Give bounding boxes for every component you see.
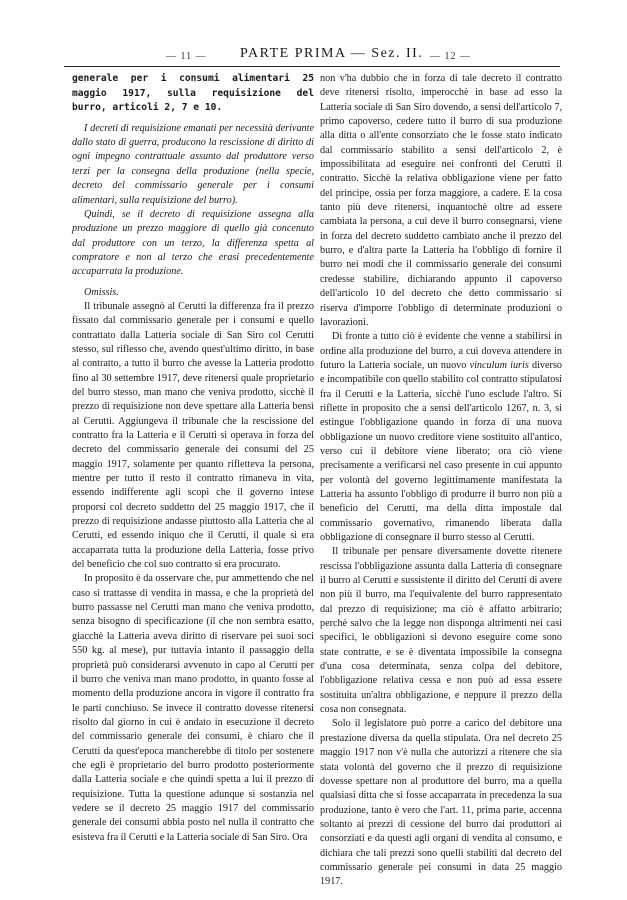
right-column — [320, 72, 562, 890]
decree-heading: generale per i consumi alimentari 25 maggio 1917, sulla requisizione del burro, articoli 2, 7 e 10. — [72, 73, 314, 114]
body-paragraph: Solo il legislatore può porre a carico del debitore una prestazione diversa da quella stipulata. Ora nel decreto 25 maggio 1917 non v'è nulla che autorizzi a ritenere che sia stata volontà del governo che il prezzo di requisizione dovesse spettare non al produttore del burro, ma a quella qualsiasi ditta che si fosse accaparrata in precedenza la sua produzione, tanto è vero che l'art. 11, prima parte, accenna soltanto ai prezzi di cessione del burro dai produttori ai consorziati e da questi agli organi di vendita al consumo, e dichiara che tali prezzi sono quelli stabiliti dal decreto del commissario generale pei consumi in data 25 maggio 1917. — [320, 718, 562, 888]
summary-paragraph-2: Quindi, se il decreto di requisizione assegna alla produzione un prezzo maggiore di quello già concenuto dal produttore con un terzo, la differenza spetta al compratore e non al terzo che erasi precedentemente accaparrata la produzione. — [72, 208, 314, 278]
latin-term: vinculum iuris — [469, 359, 529, 371]
left-column — [72, 72, 314, 845]
body-paragraph: In proposito è da osservare che, pur ammettendo che nel caso si trattasse di vendita in massa, e che la proprietà del burro passasse nel Cerutti man mano che veniva prodotto, senza bisogno di specificazione (il che non sembra esatto, giacchè la Latteria aveva diritto di riservare pei suoi soci 550 kg. al mese), pur tuttavia intanto il passaggio della proprietà può considerarsi avvenuto in capo al Cerutti per il burro che veniva man mano prodotto, in quanto fosse al momento della produzione ancora in vigore il contratto fra le parti conchiuso. Se invece il contratto dovesse ritenersi risolto dal giorno in cui è andato in esecuzione il decreto del commissario generale dei consumi, è chiaro che il Cerutti da quest'epoca mancherebbe di titolo per sostenere che egli è proprietario del burro prodotto posteriormente dalla Latteria sociale e che quindi spetta a lui il prezzo di requisizione. Tutta la questione adunque si sostanzia nel vedere se il decreto 25 maggio 1917 del commissario generale dei consumi abbia posto nel nulla il contratto che esisteva fra il Cerutti e la Latteria sociale di San Siro. Ora — [72, 573, 314, 843]
body-paragraph: Il tribunale assegnò al Cerutti la differenza fra il prezzo fissato dal commissario generale per i consumi e quello contrattato dalla Latteria sociale di San Siro col Cerutti stesso, sul riflesso che, avendo quest'ultimo diritto, in base al contratto, a tutto il burro che avesse la Latteria prodotto fino al 30 settembre 1917, deve ritenersi quale proprietario del burro stesso, man mano che veniva prodotto, sicchè il prezzo di requisizione non deve spettare alla Latteria bensì al Cerutti. Aggiungeva il tribunale che la rescissione del contratto fra la Latteria e il Cerutti si operava in forza del decreto del commissario generale dei consumi del 25 maggio 1917, solamente per quanto rifletteva la persona, mentre per tutto il resto il contratto rimaneva in vita, essendo indifferente agli scopi che il governo intese proporsi col decreto suddetto del 25 maggio 1917, che il prezzo di requisizione andasse piuttosto alla Latteria che al Cerutti, ed essendo iniquo che il Cerutti, il quale si era accaparrata tutta la produzione della Latteria, fosse privo del beneficio che col suo contratto si era procurato. — [72, 300, 314, 571]
body-paragraph: Il tribunale per pensare diversamente dovette ritenere rescissa l'obbligazione assunta dalla Latteria di consegnare il burro al Cerutti e sussistente il diritto del Cerutti di avere non più il burro, ma l'equivalente del burro rappresentato dal prezzo di requisizione; ma ciò è affatto arbitrario; perchè salvo che la legge non disponga altrimenti nei casi specifici, le obbligazioni si devono eseguire come sono state contratte, e se è diventata impossibile la consegna d'una cosa determinata, senza colpa del debitore, l'obbligazione relativa cessa e non può ad essa essere sostituita un'altra obbligazione, e neppure il prezzo della cosa non consegnata. — [320, 546, 562, 716]
omissis-label: Omissis. — [84, 286, 119, 298]
page-number-right: — 12 — — [430, 51, 471, 62]
text-run: Di fronte a tutto ciò è evidente che venne a stabilirsi in ordine alla produzione del burro, a cui doveva attendere in futuro la Latteria sociale, un nuovo — [320, 331, 562, 371]
body-paragraph: non v'ha dubbio che in forza di tale decreto il contratto deve ritenersi risolto, imperocchè in base ad esso la Latteria sociale di San Siro dovendo, a sensi dell'articolo 7, primo capoverso, cedere tutto il burro di sua produzione alla ditta o all'ente consorziato che le fosse stato indicato dal commissario stabilito a sensi dell'articolo 2, è impossibilitata ad eseguire nei confronti del Cerutti il contratto. Sicchè la relativa obbligazione viene per fatto del principe, ossia per forza maggiore, a cadere. E la cosa tanto più deve ritenersi, inquantochè oltre ad essere cambiata la persona, a cui deve il burro consegnarsi, viene in forza del decreto suddetto cambiato anche il prezzo del burro, e d'altra parte la Latteria ha l'obbligo di fornire il burro nei modi che il commissario generale dei consumi credesse stabilire, dichiarando appunto il capoverso dell'articolo 10 del decreto che detto commissario si riserva d'imporre l'obbligo di determinate produzioni o lavorazioni. — [320, 73, 562, 328]
running-title: PARTE PRIMA — Sez. II. — [240, 46, 424, 61]
text-run: diverso e incompatibile con quello stabilito col contratto stipulatosi fra il Cerutti e la Latteria, sicchè l'uno esclude l'altro. Si riflette in proposito che a sensi dell'articolo 1267, n. 3, si estingue l'obbligazione quando in forza di una nuova obbligazione un nuovo creditore viene sostituito all'antico, verso cui il debitore viene liberato; ora ciò viene precisamente a verificarsi nel caso presente in cui appunto per volontà del governo legittimamente manifestata la Latteria ha assunto l'obbligo di produrre il burro non più a beneficio del Cerutti, ma della ditta impostale dal commissario governativo, rimanendo liberata dalla obbligazione di consegnare il burro stesso al Cerutti. — [320, 359, 562, 543]
page-header — [0, 0, 627, 70]
header-rule — [64, 66, 560, 67]
page-number-left: — 11 — — [166, 51, 207, 62]
summary-paragraph-1: I decreti di requisizione emanati per necessità derivante dallo stato di guerra, producono la rescissione di diritto di ogni impegno contrattuale assunto dal produttore verso terzi per la consegna della produzione (nella specie, decreto del commissario generale per i consumi alimentari, sulla requisizione del burro). — [72, 122, 314, 206]
body-paragraph — [320, 330, 562, 545]
